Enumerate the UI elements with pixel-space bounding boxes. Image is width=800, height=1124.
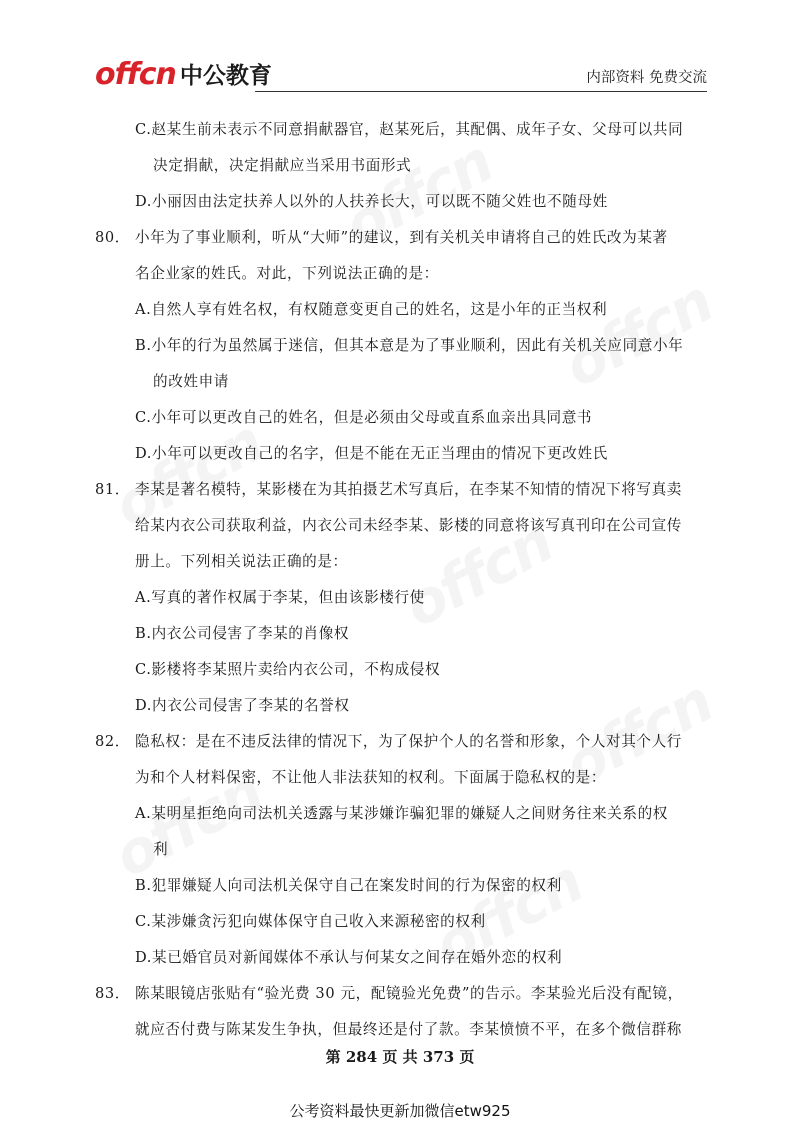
question-text: 李某是著名模特，某影楼在为其拍摄艺术写真后，在李某不知情的情况下将写真卖	[135, 481, 682, 498]
option-continuation: 决定捐献，决定捐献应当采用书面形式	[153, 157, 412, 174]
option-line: C.影楼将李某照片卖给内衣公司，不构成侵权	[135, 661, 441, 678]
question-text: 就应否付费与陈某发生争执，但最终还是付了款。李某愤愤不平，在多个微信群称	[135, 1021, 682, 1038]
question-text: 给某内衣公司获取利益，内衣公司未经李某、影楼的同意将该写真刊印在公司宣传	[135, 517, 682, 534]
option-line: B.内衣公司侵害了李某的肖像权	[135, 625, 350, 642]
question-text: 隐私权：是在不违反法律的情况下，为了保护个人的名誉和形象，个人对其个人行	[135, 733, 682, 750]
header-rule	[255, 91, 707, 92]
question-text: 为和个人材料保密，不让他人非法获知的权利。下面属于隐私权的是：	[135, 769, 607, 786]
option-line: A.某明星拒绝向司法机关透露与某涉嫌诈骗犯罪的嫌疑人之间财务往来关系的权	[135, 805, 668, 822]
question-number: 83．	[95, 985, 130, 1002]
option-line: B.小年的行为虽然属于迷信，但其本意是为了事业顺利，因此有关机关应同意小年	[135, 337, 684, 354]
offcn-logo	[95, 58, 272, 90]
footer-note: 公考资料最快更新加微信etw925	[289, 1102, 511, 1120]
option-line: C.小年可以更改自己的姓名，但是必须由父母或直系血亲出具同意书	[135, 409, 593, 426]
question-text: 册上。下列相关说法正确的是：	[135, 553, 348, 570]
logo-wordmark: offcn	[95, 57, 176, 92]
option-line: D.某已婚官员对新闻媒体不承认与何某女之间存在婚外恋的权利	[135, 949, 563, 966]
option-line: C.某涉嫌贪污犯向媒体保守自己收入来源秘密的权利	[135, 913, 486, 930]
page-number: 第 284 页 共 373 页	[325, 1048, 475, 1066]
question-text: 陈某眼镜店张贴有“验光费 30 元，配镜验光免费”的告示。李某验光后没有配镜，	[135, 985, 683, 1002]
option-line: A.写真的著作权属于李某，但由该影楼行使	[135, 589, 425, 606]
logo-chinese-name: 中公教育	[179, 63, 272, 89]
question-number: 80．	[95, 229, 130, 246]
option-line: B.犯罪嫌疑人向司法机关保守自己在案发时间的行为保密的权利	[135, 877, 562, 894]
option-continuation: 的改姓申请	[153, 373, 229, 390]
option-line: D.内衣公司侵害了李某的名誉权	[135, 697, 350, 714]
question-text: 名企业家的姓氏。对此，下列说法正确的是：	[135, 265, 439, 282]
page-header	[95, 58, 707, 92]
option-continuation: 利	[153, 841, 169, 858]
option-line: D.小丽因由法定扶养人以外的人扶养长大，可以既不随父姓也不随母姓	[135, 193, 608, 210]
question-number: 81．	[95, 481, 130, 498]
header-tagline: 内部资料 免费交流	[586, 70, 707, 86]
option-line: C.赵某生前未表示不同意捐献器官，赵某死后，其配偶、成年子女、父母可以共同	[135, 121, 684, 138]
question-number: 82．	[95, 733, 130, 750]
option-line: A.自然人享有姓名权，有权随意变更自己的姓名，这是小年的正当权利	[135, 301, 608, 318]
question-text: 小年为了事业顺利，听从“大师”的建议，到有关机关申请将自己的姓氏改为某著	[135, 229, 668, 246]
option-line: D.小年可以更改自己的名字，但是不能在无正当理由的情况下更改姓氏	[135, 445, 608, 462]
